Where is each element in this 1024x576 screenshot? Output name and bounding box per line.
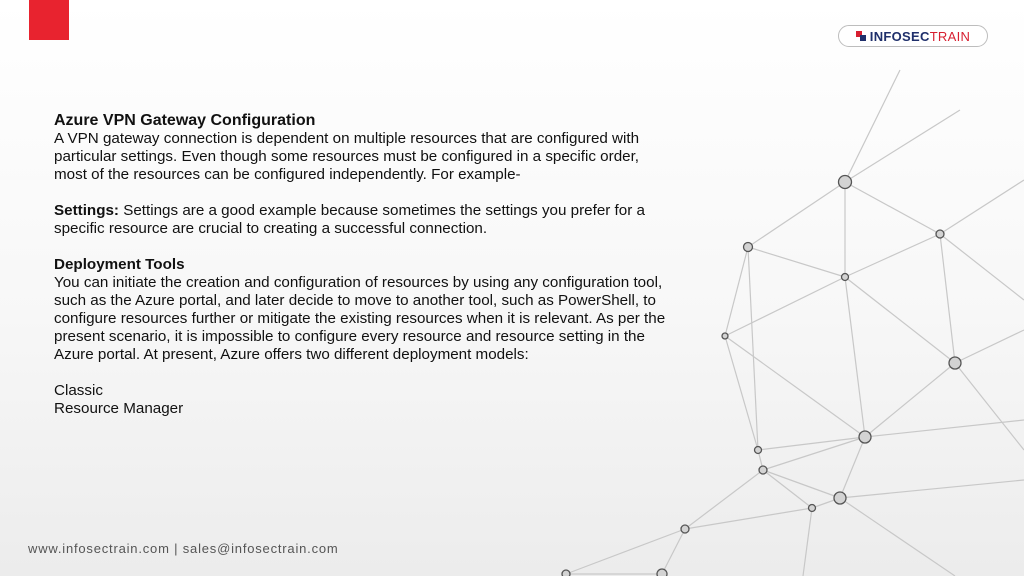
settings-paragraph xyxy=(54,202,674,238)
footer-separator: | xyxy=(174,541,179,556)
network-line xyxy=(748,247,758,450)
network-node xyxy=(842,274,849,281)
network-node xyxy=(722,333,728,339)
deployment-model-resource-manager: Resource Manager xyxy=(54,400,184,417)
network-line xyxy=(955,363,1024,450)
paragraph-spacer xyxy=(54,238,674,256)
network-line xyxy=(845,110,960,182)
network-line xyxy=(955,330,1024,363)
network-line xyxy=(748,247,845,277)
footer-email[interactable]: sales@infosectrain.com xyxy=(182,541,339,556)
network-node xyxy=(809,505,816,512)
network-node xyxy=(657,569,667,576)
paragraph-spacer xyxy=(54,364,674,382)
infosectrain-logo xyxy=(838,25,988,47)
corner-accent-bar xyxy=(29,0,69,40)
network-line xyxy=(748,182,845,247)
network-line xyxy=(758,437,865,450)
network-line xyxy=(840,480,1024,498)
network-line xyxy=(685,508,812,529)
network-line xyxy=(725,247,748,336)
network-line xyxy=(662,529,685,574)
network-line xyxy=(725,336,758,450)
logo-text-primary: INFOSEC xyxy=(869,28,930,44)
network-node xyxy=(839,176,852,189)
deployment-tools-paragraph: You can initiate the creation and configuration of resources by using any configuration tool, such as the Azure portal, and later decide to move to another tool, such as PowerShell, to configure resources further or mitigate the existing resources when it is relevant. As per the present scenario, it is impossible to configure every resource and resource setting in the Azure portal. At present, Azure offers two different deployment models: xyxy=(54,274,666,363)
network-node xyxy=(681,525,689,533)
logo-text-secondary: TRAIN xyxy=(929,28,971,44)
network-line xyxy=(840,437,865,498)
network-line xyxy=(763,437,865,470)
network-line xyxy=(845,277,865,437)
network-node xyxy=(936,230,944,238)
network-line xyxy=(940,234,1024,300)
network-node xyxy=(949,357,961,369)
network-node xyxy=(562,570,570,576)
network-node xyxy=(834,492,846,504)
network-node xyxy=(744,243,753,252)
paragraph-spacer xyxy=(54,184,674,202)
deployment-model-classic: Classic xyxy=(54,382,103,399)
logo-wordmark xyxy=(870,30,970,43)
footer-contact xyxy=(28,541,339,556)
network-line xyxy=(940,180,1024,234)
network-line xyxy=(845,70,900,182)
network-line xyxy=(845,277,955,363)
network-node xyxy=(755,447,762,454)
network-line xyxy=(845,182,940,234)
network-line xyxy=(758,450,763,470)
network-line xyxy=(685,470,763,529)
network-line xyxy=(812,498,840,508)
network-node xyxy=(759,466,767,474)
network-line xyxy=(725,277,845,336)
network-line xyxy=(865,420,1024,437)
network-line xyxy=(845,234,940,277)
network-line xyxy=(566,529,685,574)
slide-content xyxy=(54,112,674,418)
settings-text: Settings are a good example because sometimes the settings you prefer for a specific resource are crucial to creating a successful connection. xyxy=(54,202,645,237)
settings-label: Settings: xyxy=(54,202,119,219)
infosectrain-logo-icon xyxy=(856,31,866,41)
network-line xyxy=(940,234,955,363)
network-line xyxy=(725,336,865,437)
network-line xyxy=(763,470,812,508)
network-node xyxy=(859,431,871,443)
footer-website[interactable]: www.infosectrain.com xyxy=(28,541,170,556)
network-line xyxy=(865,363,955,437)
network-line xyxy=(803,508,812,576)
network-line xyxy=(840,498,955,576)
network-line xyxy=(763,470,840,498)
deployment-tools-heading: Deployment Tools xyxy=(54,256,185,273)
section-title: Azure VPN Gateway Configuration xyxy=(54,112,316,129)
intro-paragraph: A VPN gateway connection is dependent on multiple resources that are configured with particular settings. Even though some resources must be configured in a specific order, most of the resources can be configured independently. For example- xyxy=(54,130,640,183)
